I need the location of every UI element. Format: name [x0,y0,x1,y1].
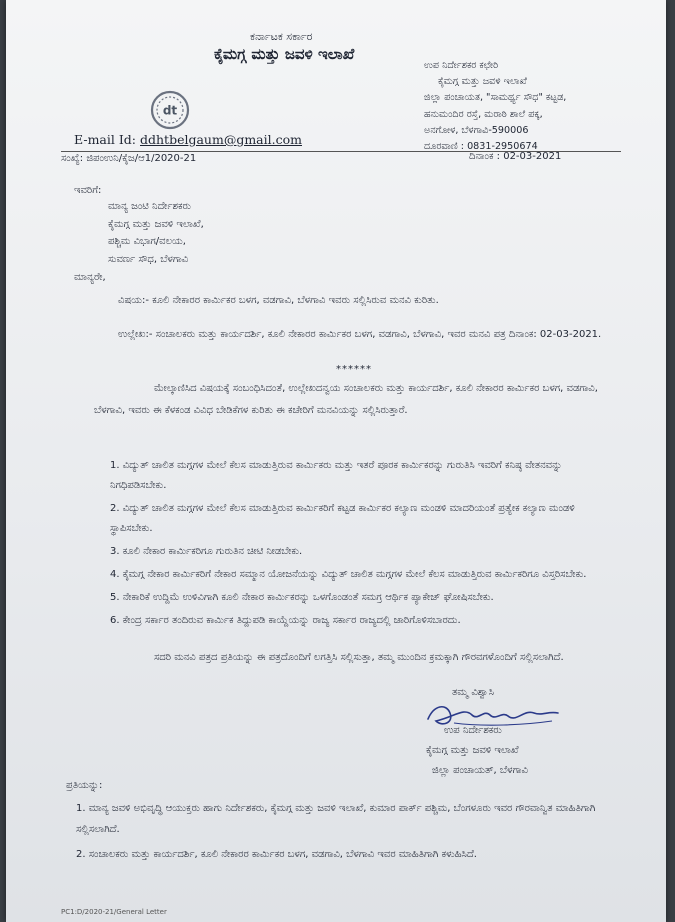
salutation: ಮಾನ್ಯರೇ, [74,272,106,283]
list-item: 2. ಸಂಚಾಲಕರು ಮತ್ತು ಕಾರ್ಯದರ್ಶಿ, ಕೂಲಿ ನೇಕಾರರ ಕಾರ್ಮಿಕರ ಬಳಗ, ವಡಗಾವಿ, ಬೆಳಗಾವಿ ಇವರ ಮಾಹಿತಿಗಾಗಿ ಕಳುಹಿಸಿದೆ. [76,849,477,860]
addressee-line: ಕೈಮಗ್ಗ ಮತ್ತು ಜವಳಿ ಇಲಾಖೆ, [108,218,204,230]
signatory-department: ಕೈಮಗ್ಗ ಮತ್ತು ಜವಳಿ ಇಲಾಖೆ [426,745,519,756]
logo-text: dt [162,103,178,118]
reference-line: ಉಲ್ಲೇಖ:- ಸಂಚಾಲಕರು ಮತ್ತು ಕಾರ್ಯದರ್ಶಿ, ಕೂಲಿ ನೇಕಾರರ ಕಾರ್ಮಿಕರ ಬಳಗ, ವಡಗಾವಿ, ಬೆಳಗಾವಿ, ಇವರ ಮನವಿ ಪತ್ರ ದಿನಾಂಕ: 02-03-2021. [118,329,602,340]
footer-reference: PC1:D/2020-21/General Letter [61,908,167,916]
addressee-block [108,198,204,268]
separator: ****** [336,364,372,375]
signatory-office: ಜಿಲ್ಲಾ ಪಂಚಾಯತ್, ಬೆಳಗಾವಿ [432,765,528,776]
office-address [424,58,566,155]
copies-label: ಪ್ರತಿಯನ್ನು: [66,780,103,791]
copies-list [76,798,616,869]
addressee-line: ಸುವರ್ಣ ಸೌಧ, ಬೆಳಗಾವಿ [108,253,189,265]
to-label: ಇವರಿಗೆ: [74,185,102,196]
list-item: 3. ಕೂಲಿ ನೇಕಾರ ಕಾರ್ಮಿಕರಿಗೂ ಗುರುತಿನ ಚೀಟಿ ನೀಡಬೇಕು. [110,546,303,557]
reference-number: ಸಂಖ್ಯೆ: ಜಿಪಂಉನಿ/ಕೈಜ/ಆ1/2020-21 [61,153,197,164]
list-item: 1. ವಿದ್ಯುತ್ ಚಾಲಿತ ಮಗ್ಗಗಳ ಮೇಲೆ ಕೆಲಸ ಮಾಡುತ್ತಿರುವ ಕಾರ್ಮಿಕರು ಮತ್ತು ಇತರೆ ಪೂರಕ ಕಾರ್ಮಿಕರನ್ನು ಗುರುತಿಸಿ ಇವರಿಗೆ ಕನಿಷ್ಠ ವೇತನವನ್ನು ನಿಗಧಿಪಡಿಸಬೇಕು. [110,460,563,491]
address-line: ಉಪ ನಿರ್ದೇಶಕರ ಕಛೇರಿ [424,60,499,71]
address-line: ಹನುಮಂದಿರ ರಸ್ತೆ, ಮರಾಠಿ ಶಾಲೆ ಪಕ್ಕ, [424,108,543,120]
email-label: E-mail Id: [74,132,137,147]
list-item: 1. ಮಾನ್ಯ ಜವಳಿ ಅಭಿವೃದ್ಧಿ ಆಯುಕ್ತರು ಹಾಗು ನಿರ್ದೇಶಕರು, ಕೈಮಗ್ಗ ಮತ್ತು ಜವಳಿ ಇಲಾಖೆ, ಕುಮಾರ ಪಾರ್ಕ್ ಪಶ್ಚಿಮ, ಬೆಂಗಳೂರು ಇವರ ಗೌರವಾನ್ವಿತ ಮಾಹಿತಿಗಾಗಿ ಸಲ್ಲಿಸಲಾಗಿದೆ. [76,803,596,835]
closing-paragraph: ಸದರಿ ಮನವಿ ಪತ್ರದ ಪ್ರತಿಯನ್ನು ಈ ಪತ್ರದೊಂದಿಗೆ ಲಗತ್ತಿಸಿ ಸಲ್ಲಿಸುತ್ತಾ, ತಮ್ಮ ಮುಂದಿನ ಕ್ರಮಕ್ಕಾಗಿ ಗೌರವಗಳೊಂದಿಗೆ ಸಲ್ಲಿಸಲಾಗಿದೆ. [154,652,564,663]
body-paragraph: ಮೇಲ್ಕಾಣಿಸಿದ ವಿಷಯಕ್ಕೆ ಸಂಬಂಧಿಸಿದಂತೆ, ಉಲ್ಲೇಖದನ್ವಯ ಸಂಚಾಲಕರು ಮತ್ತು ಕಾರ್ಯದರ್ಶಿ, ಕೂಲಿ ನೇಕಾರರ ಕಾರ್ಮಿಕರ ಬಳಗ, ವಡಗಾವಿ, ಬೆಳಗಾವಿ, ಇವರು ಈ ಕೆಳಕಂಡ ವಿವಿಧ ಬೇಡಿಕೆಗಳ ಕುರಿತು ಈ ಕಚೇರಿಗೆ ಮನವಿಯನ್ನು ಸಲ್ಲಿಸಿರುತ್ತಾರೆ. [94,383,598,416]
department-logo [150,90,190,130]
department-heading: ಕೈಮಗ್ಗ ಮತ್ತು ಜವಳಿ ಇಲಾಖೆ [214,45,355,63]
list-item: 6. ಕೇಂದ್ರ ಸರ್ಕಾರ ತಂದಿರುವ ಕಾರ್ಮಿಕ ತಿದ್ದುಪಡಿ ಕಾಯ್ದೆಯನ್ನು ರಾಜ್ಯ ಸರ್ಕಾರ ರಾಜ್ಯದಲ್ಲಿ ಜಾರಿಗೊಳಿಸಬಾರದು. [110,615,461,626]
address-line: ಅನಗೋಳ, ಬೆಳಗಾವಿ-590006 [424,124,529,136]
signatory-designation: ಉಪ ನಿರ್ದೇಶಕರು [444,725,502,736]
addressee-line: ಮಾನ್ಯ ಜಂಟಿ ನಿರ್ದೇಶಕರು [108,201,191,212]
email-line [74,132,302,147]
demands-list [110,456,620,634]
handwritten-signature [424,699,564,731]
addressee-line: ಪಶ್ಚಿಮ ವಿಭಾಗ/ವಲಯ, [108,236,186,247]
address-line: ದೂರವಾಣಿ : 0831-2950674 [424,141,538,153]
address-line: ಜಿಲ್ಲಾ ಪಂಚಾಯತ, "ಸಾಮರ್ಥ್ಯ ಸೌಧ" ಕಟ್ಟಡ, [424,92,567,104]
yours-faithfully: ತಮ್ಮ ವಿಶ್ವಾಸಿ [452,687,494,698]
govt-heading: ಕರ್ನಾಟಕ ಸರ್ಕಾರ [250,30,313,43]
list-item: 4. ಕೈಮಗ್ಗ ನೇಕಾರ ಕಾರ್ಮಿಕರಿಗೆ ನೇಕಾರ ಸಮ್ಮಾನ ಯೋಜನೆಯನ್ನು ವಿದ್ಯುತ್ ಚಾಲಿತ ಮಗ್ಗಗಳ ಮೇಲೆ ಕೆಲಸ ಮಾಡುತ್ತಿರುವ ಕಾರ್ಮಿಕರಿಗೂ ವಿಸ್ತರಿಸಬೇಕು. [110,569,587,580]
email-address[interactable]: ddhtbelgaum@gmail.com [140,132,302,147]
subject-line: ವಿಷಯ:- ಕೂಲಿ ನೇಕಾರರ ಕಾರ್ಮಿಕರ ಬಳಗ, ವಡಗಾವಿ, ಬೆಳಗಾವಿ ಇವರು ಸಲ್ಲಿಸಿರುವ ಮನವಿ ಕುರಿತು. [118,295,439,306]
letter-page [6,0,666,922]
letter-date: ದಿನಾಂಕ : 02-03-2021 [469,151,562,162]
signature-block [426,683,528,781]
list-item: 2. ವಿದ್ಯುತ್ ಚಾಲಿತ ಮಗ್ಗಗಳ ಮೇಲೆ ಕೆಲಸ ಮಾಡುತ್ತಿರುವ ಕಾರ್ಮಿಕರಿಗೆ ಕಟ್ಟಡ ಕಾರ್ಮಿಕರ ಕಲ್ಯಾಣ ಮಂಡಳಿ ಮಾದರಿಯಂತೆ ಪ್ರತ್ಯೇಕ ಕಲ್ಯಾಣ ಮಂಡಳಿ ಸ್ಥಾಪಿಸಬೇಕು. [110,503,575,534]
address-line: ಕೈಮಗ್ಗ ಮತ್ತು ಜವಳಿ ಇಲಾಖೆ [438,76,527,88]
list-item: 5. ನೇಕಾರಿಕೆ ಉದ್ದಿಮೆ ಉಳಿವಿಗಾಗಿ ಕೂಲಿ ನೇಕಾರ ಕಾರ್ಮಿಕರನ್ನು ಒಳಗೊಂಡಂತೆ ಸಮಗ್ರ ಆರ್ಥಿಕ ಪ್ಯಾಕೇಜ್ ಘೋಷಿಸಬೇಕು. [110,592,494,603]
